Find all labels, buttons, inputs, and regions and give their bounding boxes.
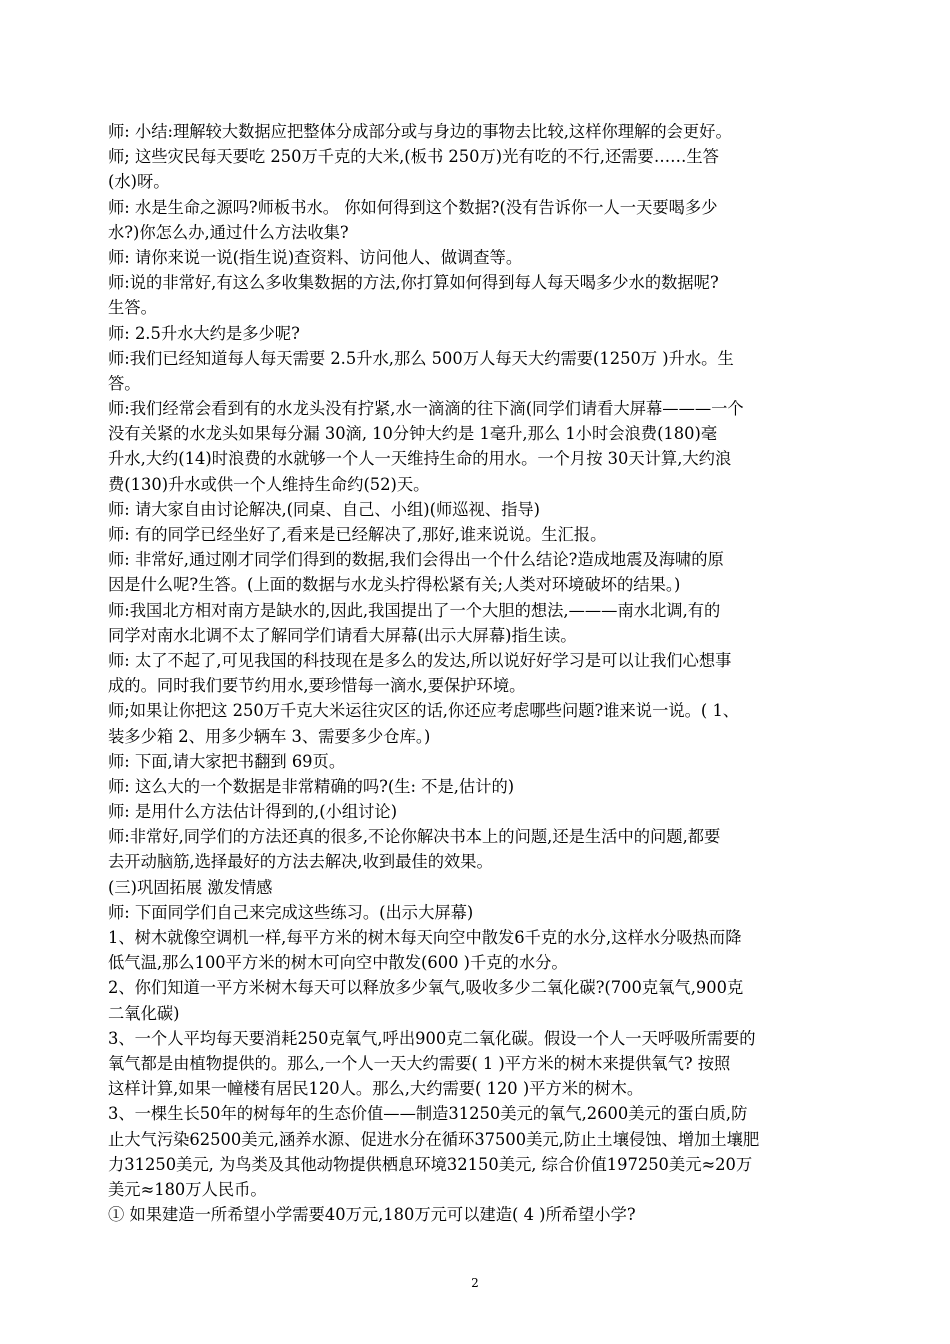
text-line: 师:我国北方相对南方是缺水的,因此,我国提出了一个大胆的想法,———南水北调,有的 [108,600,721,620]
text-line: 师: 下面,请大家把书翻到 69页。 [108,751,346,771]
exercise-line: 力31250美元, 为鸟类及其他动物提供栖息环境32150美元, 综合价值197250美元≈20万 [108,1154,753,1174]
text-line: 装多少箱 2、用多少辆车 3、需要多少仓库。) [108,726,431,746]
text-line: 师: 这么大的一个数据是非常精确的吗?(生: 不是,估计的) [108,776,515,796]
section-heading: (三)巩固拓展 激发情感 [108,877,273,897]
text-line: 师: 下面同学们自己来完成这些练习。(出示大屏幕) [108,902,474,922]
text-line: 师:非常好,同学们的方法还真的很多,不论你解决书本上的问题,还是生活中的问题,都要 [108,827,721,847]
text-line: 水?)你怎么办,通过什么方法收集? [108,222,349,242]
text-line: 师: 2.5升水大约是多少呢? [108,323,300,343]
exercise-line: 3、一个人平均每天要消耗250克氧气,呼出900克二氧化碳。假设一个人一天呼吸所需要的 [108,1028,756,1048]
text-line: 师: 请你来说一说(指生说)查资料、访问他人、做调查等。 [108,247,523,267]
text-line: 师: 请大家自由讨论解决,(同桌、自己、小组)(师巡视、指导) [108,499,540,519]
exercise-line: 2、你们知道一平方米树木每天可以释放多少氧气,吸收多少二氧化碳?(700克氧气,900克 [108,978,744,998]
exercise-line: 氧气都是由植物提供的。那么,一个人一天大约需要( 1 )平方米的树木来提供氧气? 按照 [108,1053,731,1073]
text-line: 师; 这些灾民每天要吃 250万千克的大米,(板书 250万)光有吃的不行,还需要……生答 [108,147,719,167]
text-line: 成的。同时我们要节约用水,要珍惜每一滴水,要保护环境。 [108,676,526,696]
text-line: 师: 太了不起了,可见我国的科技现在是多么的发达,所以说好好学习是可以让我们心想事 [108,650,732,670]
exercise-line: 1、树木就像空调机一样,每平方米的树木每天向空中散发6千克的水分,这样水分吸热而降 [108,928,742,947]
text-line: 答。 [108,373,141,393]
text-line: 费(130)升水或供一个人维持生命约(52)天。 [108,474,430,494]
text-line: 师:说的非常好,有这么多收集数据的方法,你打算如何得到每人每天喝多少水的数据呢? [108,273,719,293]
text-line: 师:我们已经知道每人每天需要 2.5升水,那么 500万人每天大约需要(1250万 )升水。生 [108,348,734,368]
text-line: 没有关紧的水龙头如果每分漏 30滴, 10分钟大约是 1毫升,那么 1小时会浪费(180)毫 [108,424,718,444]
exercise-line: 这样计算,如果一幢楼有居民120人。那么,大约需要( 120 )平方米的树木。 [108,1079,644,1099]
text-line: 去开动脑筋,选择最好的方法去解决,收到最佳的效果。 [108,852,493,872]
text-line: 师;如果让你把这 250万千克大米运往灾区的话,你还应考虑哪些问题?谁来说一说。( 1、 [108,701,740,721]
text-line: 同学对南水北调不太了解同学们请看大屏幕(出示大屏幕)指生读。 [108,625,577,645]
exercise-line: 低气温,那么100平方米的树木可向空中散发(600 )千克的水分。 [108,953,568,973]
text-line: (水)呀。 [108,172,170,192]
text-line: 因是什么呢?生答。(上面的数据与水龙头拧得松紧有关;人类对环境破坏的结果。) [108,575,681,595]
page-number: 2 [471,1276,479,1290]
exercise-line: 二氧化碳) [108,1003,180,1023]
page-body [108,119,846,1227]
text-line: 生答。 [108,298,157,318]
text-line: 师: 是用什么方法估计得到的,(小组讨论) [108,802,398,822]
exercise-line: ① 如果建造一所希望小学需要40万元,180万元可以建造( 4 )所希望小学? [108,1205,636,1225]
exercise-line: 止大气污染62500美元,涵养水源、促进水分在循环37500美元,防止土壤侵蚀、增加土壤肥 [108,1129,760,1149]
exercise-line: 3、一棵生长50年的树每年的生态价值——制造31250美元的氧气,2600美元的蛋白质,防 [108,1104,748,1124]
text-line: 师: 有的同学已经坐好了,看来是已经解决了,那好,谁来说说。生汇报。 [108,525,607,544]
text-line: 师:我们经常会看到有的水龙头没有拧紧,水一滴滴的往下滴(同学们请看大屏幕———一个 [108,399,744,419]
text-line: 师: 小结:理解较大数据应把整体分成部分或与身边的事物去比较,这样你理解的会更好。 [108,122,732,141]
text-line: 师: 水是生命之源吗?师板书水。 你如何得到这个数据?(没有告诉你一人一天要喝多少 [108,197,718,217]
exercise-line: 美元≈180万人民币。 [108,1179,267,1199]
text-line: 师: 非常好,通过刚才同学们得到的数据,我们会得出一个什么结论?造成地震及海啸的原 [108,550,724,570]
text-line: 升水,大约(14)时浪费的水就够一个人一天维持生命的用水。一个月按 30天计算,大约浪 [108,449,732,469]
